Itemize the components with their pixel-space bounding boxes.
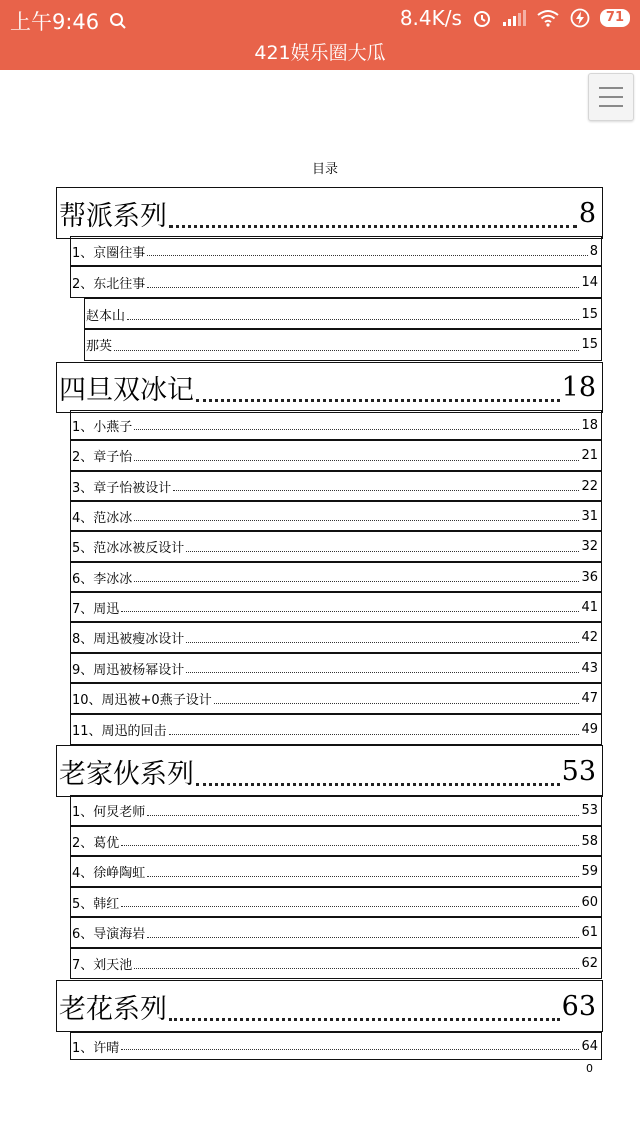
toc-entry-label: 老花系列 bbox=[59, 993, 167, 1025]
toc-entry-page: 59 bbox=[581, 864, 598, 879]
dot-leader bbox=[214, 703, 580, 704]
toc-entry-label: 2、东北往事 bbox=[72, 276, 146, 292]
toc-entry-page: 60 bbox=[581, 894, 598, 910]
toc-entry-label: 10、周迅被+0燕子设计 bbox=[72, 693, 212, 708]
dot-leader bbox=[121, 906, 579, 907]
toc-section-link[interactable] bbox=[56, 362, 603, 413]
wifi-icon bbox=[536, 9, 560, 27]
toc-section-link[interactable] bbox=[56, 745, 603, 797]
toc-entry-label: 2、葛优 bbox=[72, 835, 120, 851]
toc-entry-page: 36 bbox=[581, 569, 598, 585]
dot-leader bbox=[121, 845, 579, 846]
toc-entry-page: 14 bbox=[581, 274, 598, 290]
dot-leader bbox=[134, 968, 579, 969]
toc-entry-page: 32 bbox=[581, 539, 598, 554]
dot-leader bbox=[127, 319, 579, 320]
dot-leader bbox=[186, 642, 579, 643]
toc-entry-link[interactable] bbox=[70, 622, 602, 653]
dot-leader bbox=[121, 611, 579, 612]
dot-leader bbox=[134, 520, 579, 521]
toc-entry-page: 58 bbox=[581, 833, 598, 849]
toc-entry-link[interactable] bbox=[70, 562, 602, 592]
charging-icon bbox=[570, 8, 590, 28]
dot-leader bbox=[134, 581, 579, 582]
dot-leader bbox=[121, 1049, 579, 1050]
network-speed: 8.4K/s bbox=[399, 6, 462, 30]
dot-leader bbox=[147, 255, 587, 256]
toc-section-link[interactable] bbox=[56, 187, 603, 239]
toc-entry-label: 四旦双冰记 bbox=[59, 375, 194, 406]
toc-section-link[interactable] bbox=[56, 980, 603, 1032]
dot-leader bbox=[147, 287, 579, 288]
toc-entry-page: 18 bbox=[561, 372, 596, 403]
toc-entry-link[interactable] bbox=[84, 298, 602, 330]
dot-leader bbox=[147, 815, 579, 816]
toc-entry-link[interactable] bbox=[70, 592, 602, 622]
toc-entry-label: 2、章子怡 bbox=[72, 450, 133, 465]
toc-entry-page: 22 bbox=[581, 478, 598, 494]
toc-entry-label: 7、周迅 bbox=[72, 601, 120, 617]
menu-button[interactable] bbox=[588, 73, 634, 121]
dot-leader bbox=[147, 876, 579, 877]
toc-entry-link[interactable] bbox=[70, 887, 602, 917]
toc-entry-page: 8 bbox=[578, 197, 596, 229]
dot-leader bbox=[196, 399, 560, 402]
toc-entry-label: 1、许晴 bbox=[72, 1040, 120, 1056]
toc-entry-label: 6、李冰冰 bbox=[72, 571, 133, 587]
toc-entry-link[interactable] bbox=[84, 328, 602, 361]
toc-entry-link[interactable] bbox=[70, 948, 602, 979]
dot-leader bbox=[169, 225, 577, 228]
dot-leader bbox=[114, 350, 579, 351]
dot-leader bbox=[147, 937, 579, 938]
toc-entry-label: 6、导演海岩 bbox=[72, 927, 146, 942]
toc-entry-link[interactable] bbox=[70, 714, 602, 745]
dot-leader bbox=[134, 460, 579, 461]
toc-entry-label: 3、章子怡被设计 bbox=[72, 480, 172, 496]
toc-entry-label: 1、何炅老师 bbox=[72, 805, 146, 820]
toc-entry-page: 18 bbox=[581, 417, 598, 433]
toc-entry-page: 41 bbox=[581, 599, 598, 615]
toc-heading: 目录 bbox=[311, 162, 338, 177]
toc-entry-page: 53 bbox=[581, 803, 598, 818]
toc-entry-label: 老家伙系列 bbox=[59, 758, 194, 790]
toc-entry-link[interactable] bbox=[70, 531, 602, 562]
app-title: 421娱乐圈大瓜 bbox=[0, 40, 640, 70]
toc-entry-page: 49 bbox=[581, 722, 598, 737]
toc-entry-label: 7、刘天池 bbox=[72, 958, 133, 973]
toc-entry-page: 42 bbox=[581, 630, 598, 645]
toc-entry-link[interactable] bbox=[70, 653, 602, 683]
toc-entry-label: 5、韩红 bbox=[72, 896, 120, 912]
toc-entry-label: 5、范冰冰被反设计 bbox=[72, 541, 185, 556]
dot-leader bbox=[196, 783, 560, 786]
toc-entry-label: 1、小燕子 bbox=[72, 419, 133, 435]
toc-entry-label: 帮派系列 bbox=[59, 200, 167, 232]
toc-entry-page: 15 bbox=[581, 337, 598, 352]
toc-entry-link[interactable] bbox=[70, 471, 602, 501]
dot-leader bbox=[134, 429, 579, 430]
toc-entry-label: 9、周迅被杨幂设计 bbox=[72, 662, 185, 678]
dot-leader bbox=[186, 672, 579, 673]
toc-entry-link[interactable] bbox=[70, 266, 602, 298]
toc-entry-label: 11、周迅的回击 bbox=[72, 724, 167, 739]
toc-entry-page: 8 bbox=[589, 243, 598, 259]
alarm-clock-icon bbox=[472, 8, 492, 28]
toc-entry-page: 47 bbox=[581, 691, 598, 706]
toc-entry-link[interactable] bbox=[70, 826, 602, 856]
toc-entry-link[interactable] bbox=[70, 683, 602, 714]
clock: 上午9:46 bbox=[10, 10, 100, 34]
dot-leader bbox=[169, 1018, 560, 1021]
toc-entry-label: 4、范冰冰 bbox=[72, 510, 133, 526]
dot-leader bbox=[169, 734, 580, 735]
toc-entry-link[interactable] bbox=[70, 1032, 602, 1060]
toc-entry-page: 61 bbox=[581, 925, 598, 940]
toc-entry-link[interactable] bbox=[70, 440, 602, 471]
search-icon bbox=[109, 12, 127, 30]
toc-entry-link[interactable] bbox=[70, 410, 602, 440]
toc-entry-label: 1、京圈往事 bbox=[72, 245, 146, 261]
toc-entry-link[interactable] bbox=[70, 856, 602, 887]
toc-entry-label: 8、周迅被瘦冰设计 bbox=[72, 632, 185, 647]
toc-entry-label: 那英 bbox=[86, 339, 113, 354]
toc-entry-page: 21 bbox=[581, 448, 598, 463]
toc-entry-page: 43 bbox=[581, 660, 598, 676]
toc-entry-page: 31 bbox=[581, 508, 598, 524]
toc-entry-page: 64 bbox=[581, 1038, 598, 1054]
toc-entry-page: 15 bbox=[581, 306, 598, 322]
dot-leader bbox=[173, 490, 579, 491]
toc-entry-page: 63 bbox=[561, 990, 596, 1022]
hamburger-icon bbox=[599, 87, 623, 89]
toc-entry-link[interactable] bbox=[70, 795, 602, 826]
battery-level: 71 bbox=[600, 9, 630, 27]
toc-entry-page: 62 bbox=[581, 956, 598, 971]
signal-icon bbox=[502, 9, 526, 27]
toc-entry-label: 赵本山 bbox=[86, 308, 126, 324]
toc-entry-link[interactable] bbox=[70, 917, 602, 948]
toc-entry-page: 53 bbox=[561, 755, 596, 787]
status-bar bbox=[0, 0, 640, 40]
dot-leader bbox=[186, 551, 579, 552]
toc-entry-label: 4、徐峥陶虹 bbox=[72, 866, 146, 881]
toc-entry-link[interactable] bbox=[70, 501, 602, 531]
toc-entry-link[interactable] bbox=[70, 236, 602, 266]
page-number: 0 bbox=[586, 1062, 593, 1075]
